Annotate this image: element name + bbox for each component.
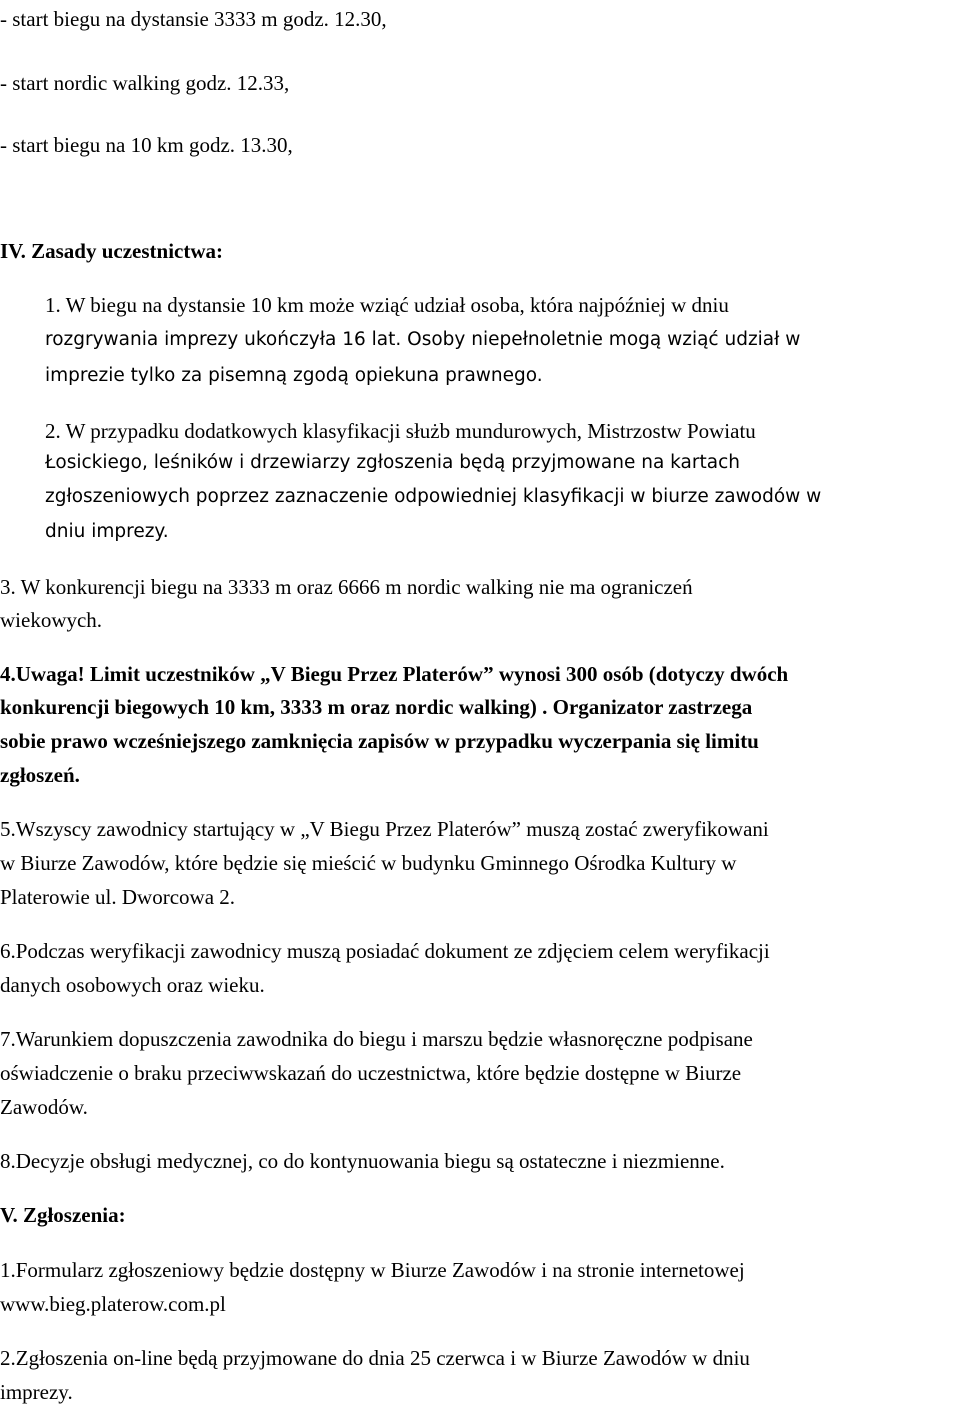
section-heading-iv: IV. Zasady uczestnictwa: bbox=[0, 239, 224, 263]
rule-5-line-1: 5.Wszyscy zawodnicy startujący w „V Biegu Przez Platerów” muszą zostać zweryfikowani bbox=[0, 817, 769, 841]
rule-5-line-2: w Biurze Zawodów, które będzie się mieścić w budynku Gminnego Ośrodka Kultury w bbox=[0, 851, 737, 875]
registration-2-line-1: 2.Zgłoszenia on-line będą przyjmowane do dnia 25 czerwca i w Biurze Zawodów w dniu bbox=[0, 1346, 750, 1370]
rule-2-line-3: zgłoszeniowych poprzez zaznaczenie odpowiedniej klasyfikacji w biurze zawodów w bbox=[45, 486, 822, 507]
rule-6-line-1: 6.Podczas weryfikacji zawodnicy muszą posiadać dokument ze zdjęciem celem weryfikacji bbox=[0, 939, 770, 963]
registration-2-line-2: imprezy. bbox=[0, 1380, 73, 1404]
rule-2-line-1: 2. W przypadku dodatkowych klasyfikacji służb mundurowych, Mistrzostw Powiatu bbox=[45, 419, 756, 443]
rule-4-line-4: zgłoszeń. bbox=[0, 763, 80, 787]
rule-7-line-3: Zawodów. bbox=[0, 1095, 88, 1119]
rule-4-line-3: sobie prawo wcześniejszego zamknięcia zapisów w przypadku wyczerpania się limitu bbox=[0, 729, 759, 753]
rule-1-line-1: 1. W biegu na dystansie 10 km może wziąć udział osoba, która najpóźniej w dniu bbox=[45, 293, 729, 317]
rule-7-line-2: oświadczenie o braku przeciwwskazań do uczestnictwa, które będzie dostępne w Biurze bbox=[0, 1061, 742, 1085]
rule-2-line-2: Łosickiego, leśników i drzewiarzy zgłoszenia będą przyjmowane na kartach bbox=[45, 452, 740, 473]
rule-8-line-1: 8.Decyzje obsługi medycznej, co do kontynuowania biegu są ostateczne i niezmienne. bbox=[0, 1149, 725, 1173]
rule-2-line-4: dniu imprezy. bbox=[45, 521, 169, 542]
schedule-line-nordic: - start nordic walking godz. 12.33, bbox=[0, 71, 290, 95]
rule-4-line-1: 4.Uwaga! Limit uczestników „V Biegu Przez Platerów” wynosi 300 osób (dotyczy dwóch bbox=[0, 662, 789, 686]
schedule-line-3333m: - start biegu na dystansie 3333 m godz. 12.30, bbox=[0, 7, 387, 31]
registration-website-link[interactable]: www.bieg.platerow.com.pl bbox=[0, 1292, 226, 1316]
registration-1-line-1: 1.Formularz zgłoszeniowy będzie dostępny w Biurze Zawodów i na stronie internetowej bbox=[0, 1258, 745, 1282]
rule-3-line-2: wiekowych. bbox=[0, 608, 103, 632]
rule-5-line-3: Platerowie ul. Dworcowa 2. bbox=[0, 885, 236, 909]
rule-6-line-2: danych osobowych oraz wieku. bbox=[0, 973, 265, 997]
schedule-line-10km: - start biegu na 10 km godz. 13.30, bbox=[0, 133, 293, 157]
rule-3-line-1: 3. W konkurencji biegu na 3333 m oraz 6666 m nordic walking nie ma ograniczeń bbox=[0, 575, 693, 599]
rule-4-line-2: konkurencji biegowych 10 km, 3333 m oraz nordic walking) . Organizator zastrzega bbox=[0, 695, 753, 719]
rule-1-line-2: rozgrywania imprezy ukończyła 16 lat. Osoby niepełnoletnie mogą wziąć udział w bbox=[45, 329, 801, 350]
rule-7-line-1: 7.Warunkiem dopuszczenia zawodnika do biegu i marszu będzie własnoręczne podpisane bbox=[0, 1027, 753, 1051]
rule-1-line-3: imprezie tylko za pisemną zgodą opiekuna prawnego. bbox=[45, 365, 543, 386]
section-heading-v: V. Zgłoszenia: bbox=[0, 1203, 126, 1227]
